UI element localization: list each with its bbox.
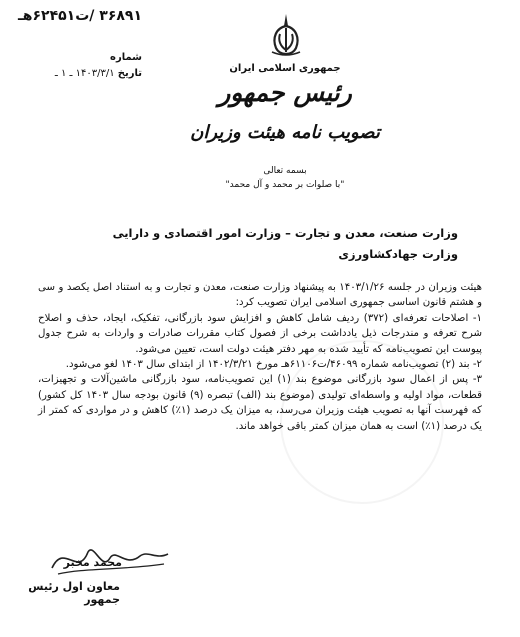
iran-emblem-icon bbox=[266, 12, 306, 58]
document-type: تصویب نامه هیئت وزیران bbox=[190, 122, 380, 143]
date-label: تاریخ bbox=[117, 68, 142, 79]
salavat: "با صلوات بر محمد و آل محمد" bbox=[225, 180, 345, 190]
date-value: ۱۴۰۳/۳/۱ ـ ۱ ـ bbox=[54, 68, 115, 79]
basmala: بسمه تعالی bbox=[263, 166, 307, 176]
item-1-paragraph: ۱- اصلاحات تعرفه‌ای (۳۷۲) ردیف شامل کاهش و افزایش سود بازرگانی، تفکیک، ایجاد، حذف و اصلاح شرح تعرفه و مندرجات ذیل یادداشت برخی از فصول کتاب مقررات صادرات و واردات به شرح جدول پیوست این تصویب‌نامه که تأیید شده به مهر دفتر هیئت دولت است، تعیین می‌شود. bbox=[38, 312, 482, 355]
item-2-paragraph: ۲- بند (۲) تصویب‌نامه شماره ۴۶۰۹۹/ت۶۱۱۰۶هـ مورخ ۱۴۰۲/۳/۲۱ از ابتدای سال ۱۴۰۳ لغو می‌شود. bbox=[65, 359, 482, 371]
item-3-paragraph: ۳- پس از اعمال سود بازرگانی موضوع بند (۱) این تصویب‌نامه، سود بازرگانی ماشین‌آلات و تجهیزات، قطعات، مواد اولیه و واسطه‌ای تولیدی (موضوع بند (الف) تبصره (۹) قانون بودجه سال ۱۴۰۳ کل کشور) که فهرست آنها به تصویب هیئت وزیران می‌رسد، به میزان یک درصد (۱٪) کاهش و در مواردی که کمتر از یک درصد (۱٪) است به همان میزان کمتر باقی خواهد ماند. bbox=[38, 374, 483, 432]
number-row bbox=[22, 52, 142, 63]
intro-paragraph: هیئت وزیران در جلسه ۱۴۰۳/۱/۲۶ به پیشنهاد وزارت صنعت، معدن و تجارت و به استناد اصل یکصد و سی و هشتم قانون اساسی جمهوری اسلامی ایران تصویب کرد: bbox=[38, 282, 482, 309]
office-title: رئیس جمهور bbox=[218, 78, 352, 107]
addressee-line-2: وزارت جهادکشاورزی bbox=[338, 247, 458, 261]
date-row bbox=[12, 68, 142, 79]
decree-body bbox=[38, 280, 482, 434]
addressee-line-1: وزارت صنعت، معدن و تجارت – وزارت امور اقتصادی و دارایی bbox=[112, 226, 458, 240]
country-name: جمهوری اسلامی ایران bbox=[229, 63, 341, 74]
number-label: شماره bbox=[110, 52, 142, 63]
registration-number: ۳۶۸۹۱ /ت۶۲۴۵۱هـ bbox=[18, 8, 143, 24]
signatory-name: محمد مخبر bbox=[63, 556, 122, 569]
signatory-title: معاون اول رئیس جمهور bbox=[28, 580, 120, 606]
